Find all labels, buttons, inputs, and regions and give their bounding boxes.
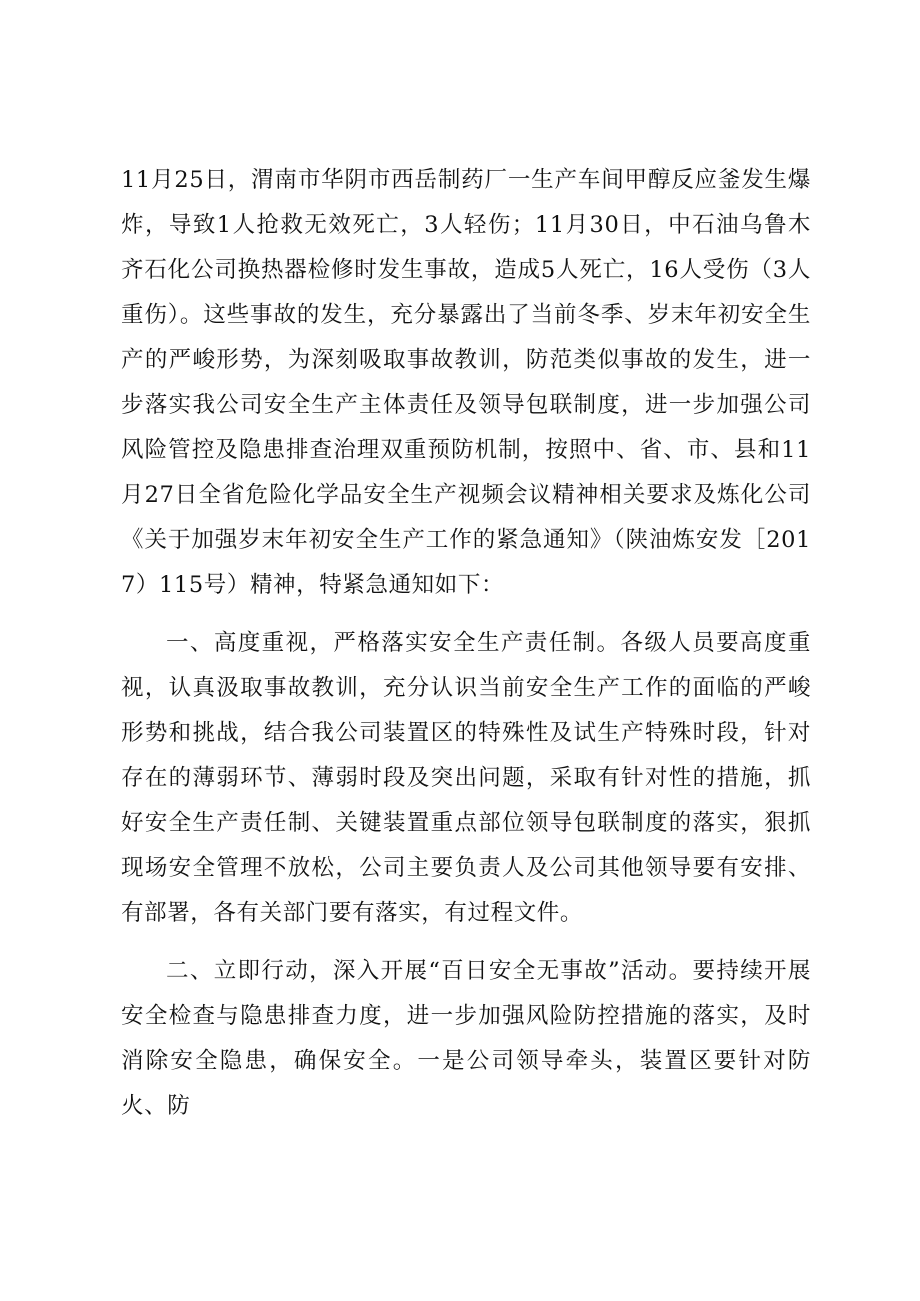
paragraph-accident-summary: 11月25日，渭南市华阴市西岳制药厂一生产车间甲醇反应釜发生爆炸，导致1人抢救无效死亡，3人轻伤；11月30日，中石油乌鲁木齐石化公司换热器检修时发生事故，造成5人死亡，16人受伤（3人重伤）。这些事故的发生，充分暴露出了当前冬季、岁末年初安全生产的严峻形势，为深刻吸取事故教训，防范类似事故的发生，进一步落实我公司安全生产主体责任及领导包联制度，进一步加强公司风险管控及隐患排查治理双重预防机制，按照中、省、市、县和11月27日全省危险化学品安全生产视频会议精神相关要求及炼化公司《关于加强岁末年初安全生产工作的紧急通知》（陕油炼安发［2017）115号）精神，特紧急通知如下： bbox=[121, 167, 811, 598]
paragraph-section-one: 一、高度重视，严格落实安全生产责任制。各级人员要高度重视，认真汲取事故教训，充分认识当前安全生产工作的面临的严峻形势和挑战，结合我公司装置区的特殊性及试生产特殊时段，针对存在的薄弱环节、薄弱时段及突出问题，采取有针对性的措施，抓好安全生产责任制、关键装置重点部位领导包联制度的落实，狠抓现场安全管理不放松，公司主要负责人及公司其他领导要有安排、有部署，各有关部门要有落实，有过程文件。 bbox=[121, 630, 811, 926]
document-body bbox=[121, 158, 811, 1129]
paragraph-section-two: 二、立即行动，深入开展“百日安全无事故”活动。要持续开展安全检查与隐患排查力度，进一步加强风险防控措施的落实，及时消除安全隐患，确保安全。一是公司领导牵头，装置区要针对防火、防 bbox=[121, 958, 811, 1119]
